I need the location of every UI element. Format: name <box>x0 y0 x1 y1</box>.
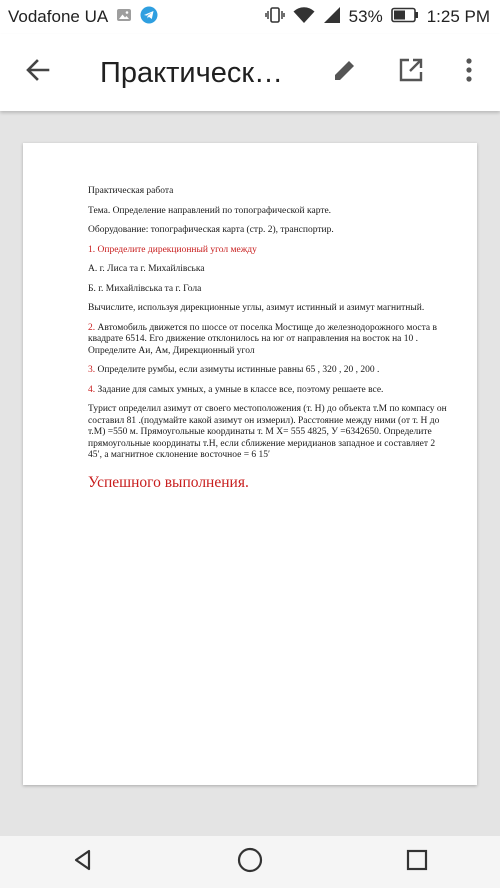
task3-number: 3. <box>88 365 96 375</box>
doc-equipment: Оборудование: топографическая карта (стр. 2), транспортир. <box>88 225 334 235</box>
task1-title: 1. Определите дирекционный угол между <box>88 244 257 255</box>
back-arrow-icon <box>25 57 51 88</box>
nav-home-button[interactable] <box>220 836 280 888</box>
doc-heading: Практическая работа <box>88 186 174 196</box>
nav-recents-button[interactable] <box>387 836 447 888</box>
doc-topic: Тема. Определение направлений по топографической карте. <box>88 205 332 216</box>
task2 <box>88 323 448 358</box>
edit-button[interactable] <box>325 52 365 92</box>
task4-number: 4. <box>88 384 96 395</box>
back-triangle-icon <box>71 848 95 877</box>
open-external-icon <box>398 57 424 88</box>
vibrate-icon <box>265 6 285 29</box>
status-bar <box>0 0 500 34</box>
more-options-button[interactable] <box>449 52 489 92</box>
task4-body: Турист определил азимут от своего местоположения (т. Н) до объекта т.М по компасу он составил 81 .(подумайте какой азимут он измерил). Расстояние между ними (от т. Н до т.М) =550 м. Прямоугольные координаты т. М Х= 555 4825, У =6342650. Определите прямоугольные координаты т.Н, если сближение меридианов западное и составляет 2 45′, а магнитное склонение восточное = 6 15′ <box>88 404 447 460</box>
task2-number: 2. <box>88 322 96 333</box>
task3 <box>88 365 448 377</box>
clock-time: 1:25 PM <box>426 7 490 26</box>
task4 <box>88 385 448 397</box>
recents-square-icon <box>406 849 428 876</box>
telegram-icon <box>140 6 158 29</box>
open-external-button[interactable] <box>391 52 431 92</box>
document-page[interactable] <box>23 143 477 785</box>
task1-option-b: Б. г. Михайлівська та г. Гола <box>88 283 202 294</box>
battery-percent: 53% <box>348 7 383 26</box>
task3-text: Определите румбы, если азимуты истинные равны 65 , 320 , 20 , 200 . <box>97 365 380 375</box>
page-title: Практическ… <box>100 57 284 89</box>
nav-bar <box>0 836 500 888</box>
nav-back-button[interactable] <box>53 836 113 888</box>
back-button[interactable] <box>18 52 58 92</box>
cell-signal-icon <box>323 6 341 29</box>
task1-option-a: А. г. Лиса та г. Михайлівська <box>88 264 205 274</box>
home-circle-icon <box>237 847 263 878</box>
pencil-icon <box>332 57 358 88</box>
carrier-name: Vodafone UA <box>8 7 109 26</box>
task2-text: Автомобиль движется по шоссе от поселка Мостище до железнодорожного моста в квадрате 6514. Его движение отклонилось на юг от направления на восток на 10 . Определите Аи, Ам, Дирекционный угол <box>88 322 437 356</box>
doc-closing: Успешного выполнения. <box>88 473 249 491</box>
battery-icon <box>391 7 419 28</box>
document-content <box>88 186 448 507</box>
app-bar <box>0 34 500 111</box>
task4-text: Задание для самых умных, а умные в классе все, поэтому решаете все. <box>97 384 384 395</box>
task1-body: Вычислите, используя дирекционные углы, азимут истинный и азимут магнитный. <box>88 303 425 313</box>
wifi-icon <box>293 6 315 29</box>
gallery-icon <box>116 7 132 28</box>
more-vertical-icon <box>465 57 473 88</box>
